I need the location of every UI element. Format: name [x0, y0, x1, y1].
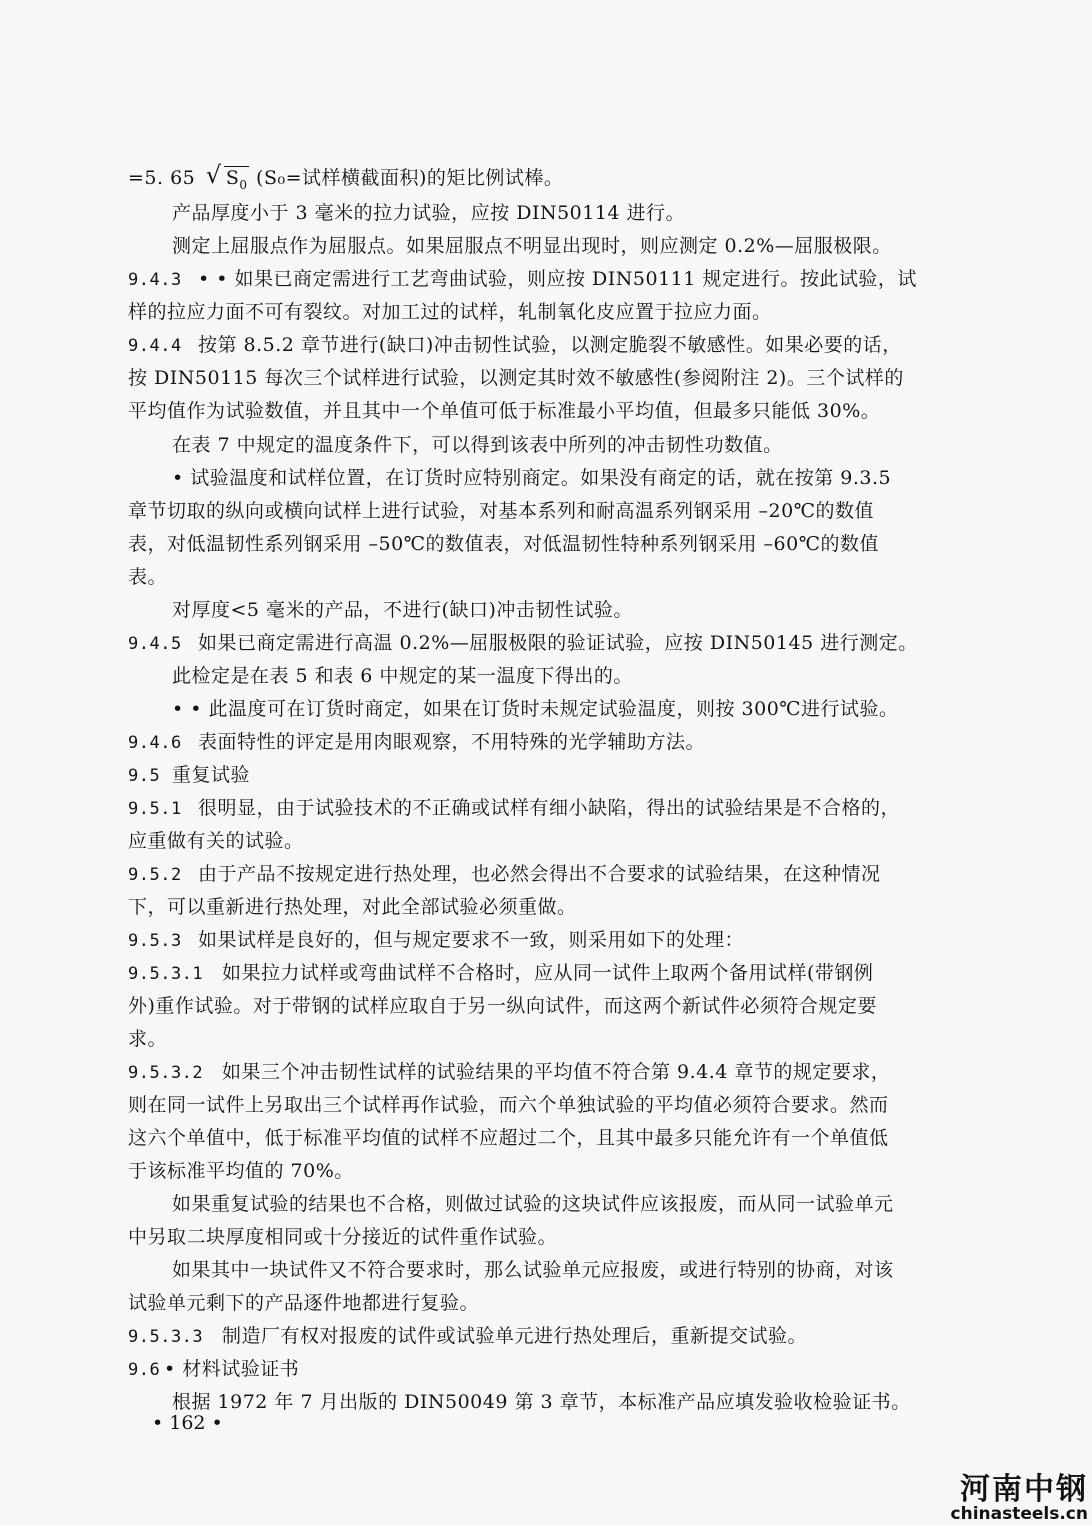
page-number: • 162 •: [152, 1412, 223, 1434]
watermark-logo: [950, 1472, 1088, 1524]
paragraph-line: • 试验温度和试样位置，在订货时应特别商定。如果没有商定的话，就在按第 9.3.5: [172, 467, 892, 489]
clause-9-5-3-2: 9.5.3.2 如果三个冲击韧性试样的试验结果的平均值不符合第 9.4.4 章节的规定要求，: [128, 1061, 891, 1083]
formula-text: (S₀=试样横截面积)的矩比例试棒。: [256, 167, 564, 189]
paragraph-line: 如果其中一块试件又不符合要求时，那么试验单元应报废，或进行特别的协商，对该: [172, 1259, 894, 1281]
paragraph-line: 这六个单值中，低于标准平均值的试样不应超过二个，且其中最多只能允许有一个单值低: [128, 1127, 889, 1149]
clause-9-5-3-1: 9.5.3.1 如果拉力试样或弯曲试样不合格时，应从同一试件上取两个备用试样(带钢例: [128, 962, 874, 984]
clause-9-4-4: 9.4.4 按第 8.5.2 章节进行(缺口)冲击韧性试验，以测定脆裂不敏感性。如果必要的话，: [128, 334, 902, 356]
clause-9-5-3-3: 9.5.3.3 制造厂有权对报废的试件或试验单元进行热处理后，重新提交试验。: [128, 1325, 808, 1347]
paragraph-line: 外)重作试验。对于带钢的试样应取自于另一纵向试件，而这两个新试件必须符合规定要: [128, 995, 877, 1017]
clause-9-4-5: 9.4.5 如果已商定需进行高温 0.2%—屈服极限的验证试验，应按 DIN50145 进行测定。: [128, 632, 918, 654]
clause-9-4-6: 9.4.6 表面特性的评定是用肉眼观察，不用特殊的光学辅助方法。: [128, 731, 706, 753]
clause-number: 9.5.2: [128, 865, 182, 885]
clause-number: 9.5.3.2: [128, 1063, 204, 1083]
paragraph-line: 中另取二块厚度相同或十分接近的试件重作试验。: [128, 1226, 558, 1248]
clause-9-5-1: 9.5.1 很明显，由于试验技术的不正确或试样有细小缺陷，得出的试验结果是不合格的，: [128, 797, 901, 819]
clause-number: 9.4.6: [128, 733, 182, 753]
paragraph-line: 应重做有关的试验。: [128, 830, 304, 852]
clause-number: 9.5.3.3: [128, 1327, 204, 1347]
paragraph-line: 平均值作为试验数值，并且其中一个单值可低于标准最小平均值，但最多只能低 30%。: [128, 400, 881, 422]
paragraph-line: 表。: [128, 566, 168, 588]
formula-prefix: =5. 65: [128, 167, 196, 189]
paragraph-line: 则在同一试件上另取出三个试样再作试验，而六个单独试验的平均值必须符合要求。然而: [128, 1094, 889, 1116]
paragraph-line: 如果重复试验的结果也不合格，则做过试验的这块试件应该报废，而从同一试验单元: [172, 1193, 894, 1215]
paragraph-line: 在表 7 中规定的温度条件下，可以得到该表中所列的冲击韧性功数值。: [172, 434, 783, 456]
paragraph-line: 根据 1972 年 7 月出版的 DIN50049 第 3 章节，本标准产品应填发验收检验证书。: [172, 1391, 911, 1413]
paragraph-line: 此检定是在表 5 和表 6 中规定的某一温度下得出的。: [172, 665, 633, 687]
section-number: 9.5: [128, 766, 161, 786]
clause-9-5-2: 9.5.2 由于产品不按规定进行热处理，也必然会得出不合要求的试验结果，在这种情况: [128, 863, 881, 885]
clause-number: 9.5.3.1: [128, 964, 204, 984]
watermark-cn: 河南中钢: [960, 1472, 1088, 1507]
section-heading-9-6: 9.6 • 材料试验证书: [128, 1358, 300, 1380]
watermark-en: chinasteels.cn: [950, 1504, 1088, 1524]
formula-line: [128, 161, 564, 197]
clause-number: 9.4.5: [128, 634, 182, 654]
paragraph-line: 样的拉应力面不可有裂纹。对加工过的试样，轧制氧化皮应置于拉应力面。: [128, 301, 772, 323]
clause-number: 9.5.3: [128, 931, 182, 951]
paragraph-line: 表，对低温韧性系列钢采用 –50℃的数值表，对低温韧性特种系列钢采用 –60℃的数值: [128, 533, 879, 555]
paragraph-line: 测定上屈服点作为屈服点。如果屈服点不明显出现时，则应测定 0.2%—屈服极限。: [172, 235, 892, 257]
paragraph-line: 对厚度<5 毫米的产品，不进行(缺口)冲击韧性试验。: [172, 599, 633, 621]
paragraph-line: 章节切取的纵向或横向试样上进行试验，对基本系列和耐高温系列钢采用 –20℃的数值: [128, 500, 874, 522]
section-number: 9.6: [128, 1360, 161, 1380]
clause-number: 9.4.4: [128, 336, 182, 356]
clause-9-4-3: 9.4.3 • • 如果已商定需进行工艺弯曲试验，则应按 DIN50111 规定进行。按此试验，试: [128, 268, 917, 290]
clause-number: 9.4.3: [128, 270, 182, 290]
paragraph-line: 试验单元剩下的产品逐件地都进行复验。: [128, 1292, 480, 1314]
paragraph-line: 于该标准平均值的 70%。: [128, 1160, 354, 1182]
paragraph-line: • • 此温度可在订货时商定，如果在订货时未规定试验温度，则按 300℃进行试验。: [172, 698, 899, 720]
square-root: √ $S_0$: [205, 161, 248, 192]
paragraph-line: 按 DIN50115 每次三个试样进行试验，以测定其时效不敏感性(参阅附注 2)。三个试样的: [128, 367, 904, 389]
clause-number: 9.5.1: [128, 799, 182, 819]
paragraph-line: 产品厚度小于 3 毫米的拉力试验，应按 DIN50114 进行。: [172, 202, 686, 224]
paragraph-line: 下，可以重新进行热处理，对此全部试验必须重做。: [128, 896, 577, 918]
clause-9-5-3: 9.5.3 如果试样是良好的，但与规定要求不一致，则采用如下的处理：: [128, 929, 745, 951]
paragraph-line: 求。: [128, 1028, 168, 1050]
section-heading-9-5: 9.5 重复试验: [128, 764, 251, 786]
